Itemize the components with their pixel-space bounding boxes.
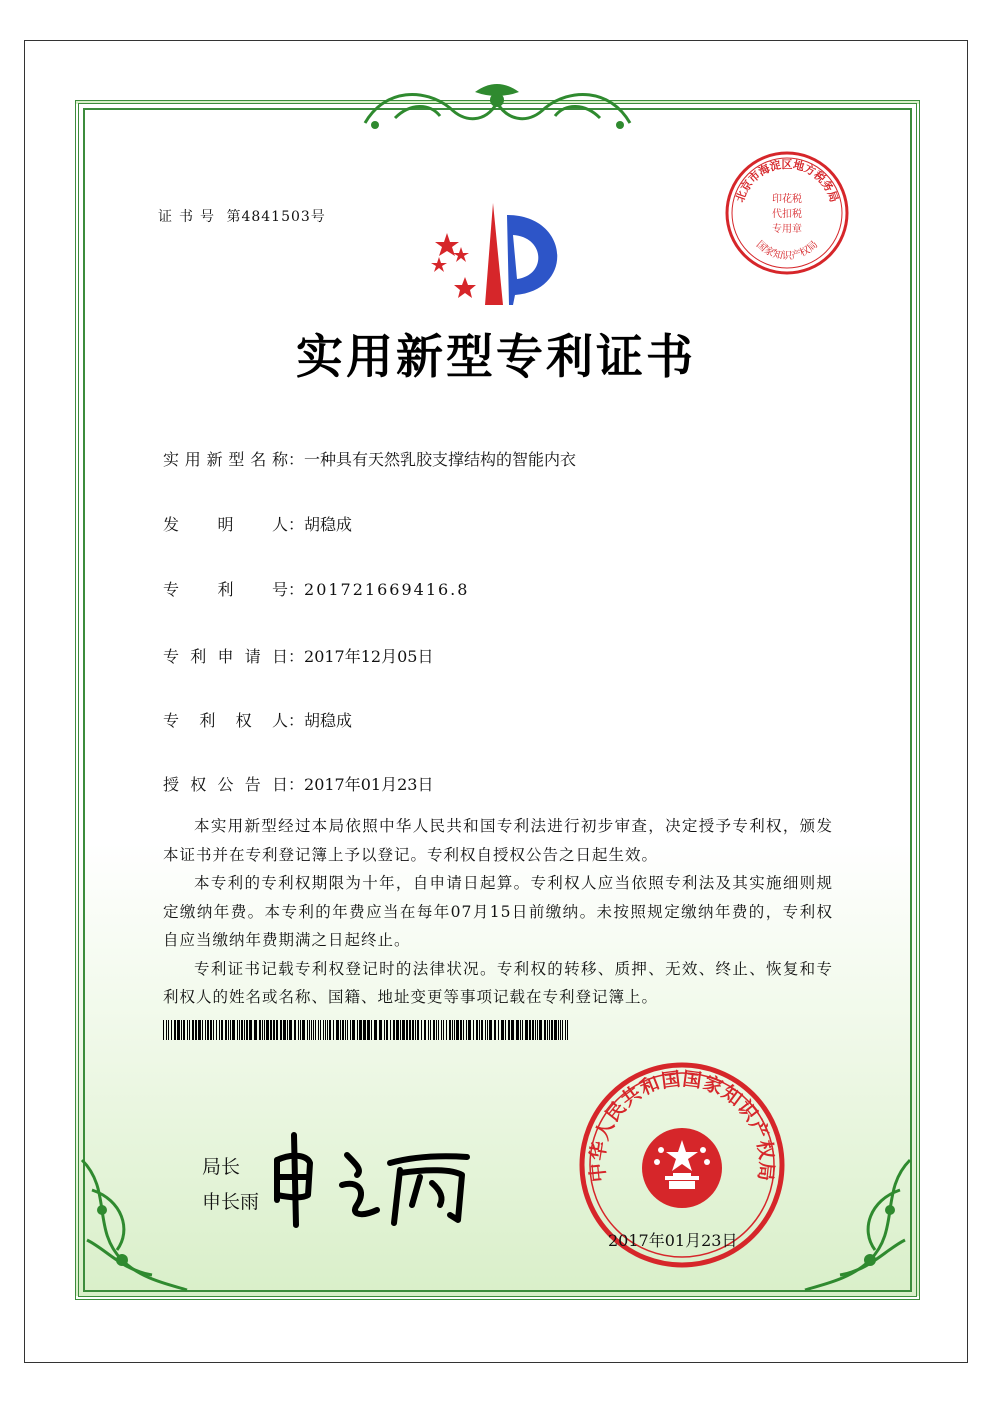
barcode-bar	[232, 1020, 235, 1040]
barcode-bar	[320, 1020, 321, 1040]
barcode-bar	[205, 1020, 206, 1040]
barcode-bar	[315, 1020, 316, 1040]
barcode-bar	[357, 1020, 358, 1040]
barcode-bar	[433, 1020, 435, 1040]
barcode-bar	[352, 1020, 355, 1040]
barcode-bar	[436, 1020, 437, 1040]
field-value: 胡稳成	[304, 711, 353, 730]
barcode-bar	[239, 1020, 240, 1040]
barcode-bar	[323, 1020, 324, 1040]
barcode-bar	[485, 1020, 486, 1040]
barcode-bar	[443, 1020, 444, 1040]
barcode-bar	[359, 1020, 362, 1040]
body-paragraph: 本实用新型经过本局依照中华人民共和国专利法进行初步审查，决定授予专利权，颁发本证书并在专利登记簿上予以登记。专利权自授权公告之日起生效。	[163, 817, 833, 864]
barcode-bar	[171, 1020, 172, 1040]
barcode-bar	[189, 1020, 190, 1040]
barcode-bar	[241, 1020, 243, 1040]
barcode-bar	[449, 1020, 451, 1040]
barcode-bar	[466, 1020, 467, 1040]
tax-seal-ring-text: 北京市海淀区地方税务局	[733, 158, 841, 204]
barcode-bar	[264, 1020, 265, 1040]
barcode-bar	[549, 1020, 550, 1040]
barcode-bar	[168, 1020, 169, 1040]
barcode-bar	[384, 1020, 385, 1040]
barcode-bar	[516, 1020, 519, 1040]
barcode-bar	[476, 1020, 478, 1040]
barcode-bar	[342, 1020, 344, 1040]
barcode-bar	[259, 1020, 261, 1040]
barcode-bar	[198, 1020, 201, 1040]
field-label: 发明人	[163, 515, 288, 534]
barcode-bar	[347, 1020, 348, 1040]
barcode-bar	[249, 1020, 252, 1040]
barcode-bar	[412, 1020, 414, 1040]
barcode-bar	[494, 1020, 496, 1040]
tax-seal-line: 专用章	[772, 224, 802, 235]
barcode-bar	[309, 1020, 310, 1040]
certificate-number	[158, 206, 326, 226]
barcode-bar	[333, 1020, 334, 1040]
barcode-bar	[283, 1020, 286, 1040]
barcode-bar	[463, 1020, 464, 1040]
barcode-bar	[244, 1020, 245, 1040]
barcode-bar	[311, 1020, 312, 1040]
patent-office-logo	[425, 195, 570, 310]
barcode-bar	[406, 1020, 408, 1040]
body-paragraph: 专利证书记载专利权登记时的法律状况。专利权的转移、质押、无效、终止、恢复和专利权人的姓名或名称、国籍、地址变更等事项记载在专利登记簿上。	[163, 959, 833, 1006]
colon: ：	[288, 450, 305, 469]
field-value: 胡稳成	[304, 515, 353, 534]
barcode-bar	[415, 1020, 416, 1040]
barcode-bar	[544, 1020, 546, 1040]
barcode-bar	[225, 1020, 227, 1040]
barcode	[163, 1020, 568, 1040]
barcode-bar	[254, 1020, 257, 1040]
barcode-bar	[340, 1020, 341, 1040]
barcode-bar	[367, 1020, 370, 1040]
barcode-bar	[374, 1020, 377, 1040]
field-label: 授权公告日	[163, 775, 288, 794]
barcode-bar	[174, 1020, 176, 1040]
field-utility-model-name	[163, 447, 576, 470]
barcode-bar	[313, 1020, 314, 1040]
certificate-number-value: 第4841503号	[226, 209, 326, 225]
barcode-bar	[207, 1020, 209, 1040]
top-ornament	[355, 78, 640, 138]
barcode-bar	[498, 1020, 499, 1040]
barcode-bar	[554, 1020, 557, 1040]
issue-date: 2017年01月23日	[608, 1231, 738, 1250]
barcode-bar	[535, 1020, 536, 1040]
field-label: 专利权人	[163, 711, 288, 730]
barcode-bar	[289, 1020, 292, 1040]
barcode-bar	[454, 1020, 455, 1040]
barcode-bar	[400, 1020, 401, 1040]
barcode-bar	[379, 1020, 382, 1040]
barcode-bar	[237, 1020, 238, 1040]
barcode-bar	[479, 1020, 480, 1040]
barcode-bar	[409, 1020, 411, 1040]
barcode-bar	[417, 1020, 419, 1040]
barcode-bar	[213, 1020, 214, 1040]
field-value: 一种具有天然乳胶支撑结构的智能内衣	[304, 450, 577, 469]
barcode-bar	[547, 1020, 548, 1040]
barcode-bar	[294, 1020, 296, 1040]
field-value: 2017年01月23日	[304, 775, 434, 794]
barcode-bar	[468, 1020, 471, 1040]
field-inventor	[163, 512, 352, 535]
barcode-bar	[273, 1020, 275, 1040]
field-grant-announcement-date	[163, 772, 433, 795]
national-emblem-icon	[642, 1128, 722, 1208]
barcode-bar	[393, 1020, 395, 1040]
bottom-left-ornament	[72, 1150, 192, 1300]
barcode-bar	[216, 1020, 217, 1040]
barcode-bar	[371, 1020, 372, 1040]
barcode-bar	[460, 1020, 462, 1040]
barcode-bar	[262, 1020, 263, 1040]
barcode-bar	[511, 1020, 514, 1040]
barcode-bar	[345, 1020, 346, 1040]
barcode-bar	[307, 1020, 308, 1040]
barcode-bar	[219, 1020, 220, 1040]
barcode-bar	[336, 1020, 339, 1040]
barcode-bar	[276, 1020, 278, 1040]
field-label: 专利申请日	[163, 647, 288, 666]
barcode-bar	[350, 1020, 351, 1040]
barcode-bar	[508, 1020, 510, 1040]
barcode-bar	[187, 1020, 188, 1040]
barcode-bar	[246, 1020, 248, 1040]
barcode-bar	[539, 1020, 542, 1040]
barcode-bar	[525, 1020, 528, 1040]
barcode-bar	[329, 1020, 331, 1040]
field-application-date	[163, 644, 433, 667]
barcode-bar	[558, 1020, 559, 1040]
svg-text:国家知识产权局	[754, 238, 820, 262]
director-title: 局长	[202, 1156, 241, 1178]
barcode-bar	[325, 1020, 326, 1040]
barcode-bar	[456, 1020, 459, 1040]
bottom-right-ornament	[800, 1150, 920, 1300]
barcode-bar	[567, 1020, 568, 1040]
tax-seal-line: 印花税	[772, 194, 802, 205]
colon: ：	[288, 580, 305, 599]
office-seal-ring-text: 中华人民共和国国家知识产权局	[586, 1068, 778, 1184]
barcode-bar	[300, 1020, 301, 1040]
barcode-bar	[202, 1020, 203, 1040]
barcode-bar	[489, 1020, 492, 1040]
barcode-bar	[560, 1020, 561, 1040]
barcode-bar	[428, 1020, 429, 1040]
barcode-bar	[183, 1020, 185, 1040]
barcode-bar	[280, 1020, 282, 1040]
barcode-bar	[505, 1020, 506, 1040]
barcode-bar	[562, 1020, 563, 1040]
barcode-bar	[481, 1020, 483, 1040]
barcode-bar	[302, 1020, 305, 1040]
certificate-title: 实用新型专利证书	[296, 330, 696, 385]
barcode-bar	[402, 1020, 405, 1040]
barcode-bar	[551, 1020, 553, 1040]
field-label: 专利号	[163, 580, 288, 599]
director-name: 申长雨	[202, 1191, 260, 1213]
barcode-bar	[438, 1020, 439, 1040]
tax-stamp-seal	[722, 148, 852, 278]
field-value: 201721669416.8	[304, 580, 470, 599]
barcode-bar	[166, 1020, 167, 1040]
barcode-bar	[529, 1020, 531, 1040]
barcode-bar	[424, 1020, 426, 1040]
field-patent-number	[163, 577, 469, 600]
barcode-bar	[270, 1020, 272, 1040]
barcode-bar	[487, 1020, 488, 1040]
barcode-bar	[266, 1020, 269, 1040]
barcode-bar	[501, 1020, 504, 1040]
barcode-bar	[221, 1020, 223, 1040]
certificate-number-label: 证书号	[158, 209, 221, 225]
barcode-bar	[532, 1020, 534, 1040]
barcode-bar	[228, 1020, 229, 1040]
field-patentee	[163, 708, 352, 731]
barcode-bar	[210, 1020, 212, 1040]
barcode-bar	[192, 1020, 194, 1040]
tax-seal-line: 代扣税	[772, 209, 802, 220]
barcode-bar	[195, 1020, 197, 1040]
colon: ：	[288, 775, 305, 794]
tax-seal-bottom-text: 国家知识产权局	[753, 239, 821, 262]
barcode-bar	[430, 1020, 431, 1040]
barcode-bar	[363, 1020, 366, 1040]
barcode-bar	[298, 1020, 299, 1040]
colon: ：	[288, 515, 305, 534]
barcode-bar	[386, 1020, 388, 1040]
body-paragraph: 本专利的专利权期限为十年，自申请日起算。专利权人应当依照专利法及其实施细则规定缴纳年费。本专利的年费应当在每年07月15日前缴纳。未按照规定缴纳年费的，专利权自应当缴纳年费期满之日起终止。	[163, 874, 833, 949]
barcode-bar	[287, 1020, 288, 1040]
barcode-bar	[318, 1020, 319, 1040]
colon: ：	[288, 647, 305, 666]
barcode-bar	[441, 1020, 442, 1040]
certificate-body	[163, 812, 833, 1012]
barcode-bar	[327, 1020, 328, 1040]
barcode-bar	[520, 1020, 521, 1040]
barcode-bar	[446, 1020, 447, 1040]
barcode-bar	[396, 1020, 399, 1040]
barcode-bar	[537, 1020, 538, 1040]
director-signature	[262, 1125, 477, 1230]
barcode-bar	[230, 1020, 231, 1040]
barcode-bar	[565, 1020, 566, 1040]
barcode-bar	[421, 1020, 422, 1040]
field-label: 实用新型名称	[163, 450, 288, 469]
barcode-bar	[177, 1020, 180, 1040]
field-value: 2017年12月05日	[304, 647, 434, 666]
barcode-bar	[163, 1020, 164, 1040]
barcode-bar	[452, 1020, 453, 1040]
barcode-bar	[473, 1020, 474, 1040]
colon: ：	[288, 711, 305, 730]
barcode-bar	[181, 1020, 182, 1040]
barcode-bar	[390, 1020, 391, 1040]
barcode-bar	[522, 1020, 523, 1040]
